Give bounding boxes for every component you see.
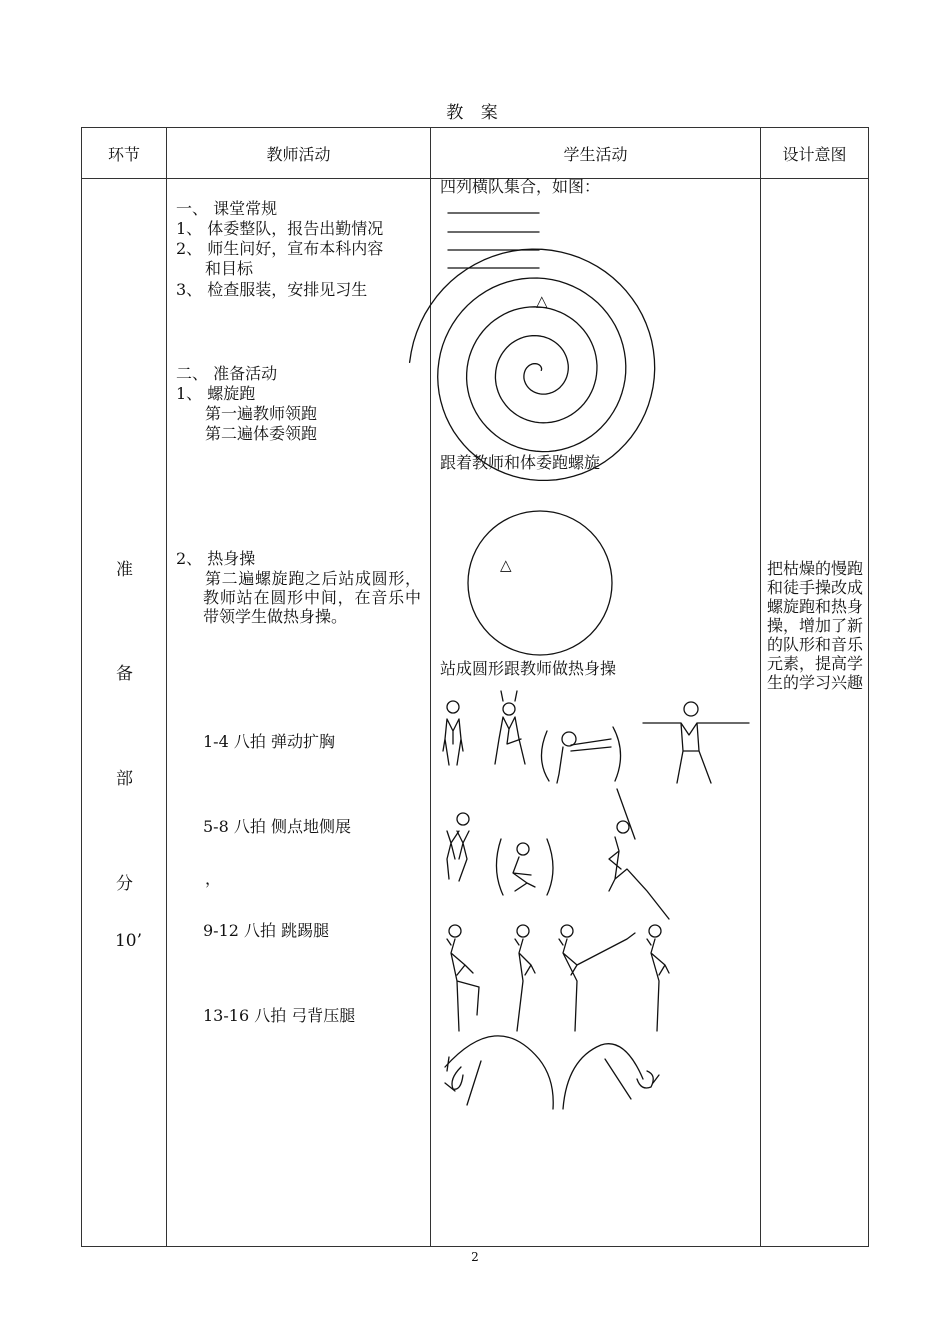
figure-3-4 bbox=[647, 925, 669, 1031]
teacher-triangle-spiral: △ bbox=[536, 292, 548, 310]
warmup-item-spiral: 1、 螺旋跑 bbox=[176, 384, 256, 403]
document-title: 教 案 bbox=[446, 103, 504, 123]
figure-3-2 bbox=[515, 925, 535, 1031]
page-number: 2 bbox=[471, 1250, 479, 1264]
warmup-item-exercise: 2、 热身操 bbox=[176, 549, 256, 568]
routine-item-1: 1、 体委整队，报告出勤情况 bbox=[176, 219, 384, 238]
figure-4-2 bbox=[563, 1044, 659, 1109]
table-header-row bbox=[82, 128, 869, 179]
figure-3-1 bbox=[447, 925, 479, 1031]
design-intent-cell bbox=[761, 179, 869, 1247]
move-1: 1-4 八拍 弹动扩胸 bbox=[203, 732, 335, 751]
student-activity-cell bbox=[431, 179, 761, 1247]
table-row-preparation bbox=[82, 179, 869, 1247]
spiral-line-2: 第二遍体委领跑 bbox=[205, 424, 318, 443]
stage-char-1: 准 bbox=[116, 560, 133, 580]
figure-1-4 bbox=[643, 702, 749, 783]
teacher-activity-cell bbox=[167, 179, 431, 1247]
figure-1-3 bbox=[541, 727, 620, 783]
section-routine-title: 一、 课堂常规 bbox=[176, 199, 278, 218]
teacher-triangle-circle: △ bbox=[500, 556, 512, 574]
formation-caption: 四列横队集合，如图： bbox=[440, 177, 601, 196]
header-teacher-activity: 教师活动 bbox=[167, 128, 431, 179]
figure-2-2 bbox=[496, 839, 553, 895]
spiral-caption: 跟着教师和体委跑螺旋 bbox=[440, 453, 601, 472]
routine-item-2: 2、 师生问好，宣布本科内容 bbox=[176, 239, 384, 258]
section-warmup-title: 二、 准备活动 bbox=[176, 364, 278, 383]
stage-char-4: 分 bbox=[116, 874, 133, 894]
spiral-line-1: 第一遍教师领跑 bbox=[205, 404, 318, 423]
move-2-comma: ， bbox=[205, 869, 222, 888]
stage-char-3: 部 bbox=[116, 769, 133, 789]
stage-char-2: 备 bbox=[116, 664, 133, 684]
header-student-activity: 学生活动 bbox=[431, 128, 761, 179]
exercise-description: 第二遍螺旋跑之后站成圆形，教师站在圆形中间，在音乐中带领学生做热身操。 bbox=[203, 569, 421, 626]
warmup-figures-illustration bbox=[431, 179, 761, 1246]
header-design-intent: 设计意图 bbox=[761, 128, 869, 179]
figure-3-3 bbox=[559, 925, 635, 1031]
design-intent-text: 把枯燥的慢跑和徒手操改成螺旋跑和热身操，增加了新的队形和音乐元素，提高学生的学习兴趣 bbox=[767, 559, 864, 692]
figure-4-1 bbox=[445, 1036, 553, 1109]
figure-2-3 bbox=[609, 789, 669, 919]
header-stage: 环节 bbox=[82, 128, 167, 179]
figure-2-1 bbox=[447, 813, 469, 881]
figure-1-1 bbox=[443, 701, 463, 765]
routine-item-2-cont: 和目标 bbox=[205, 259, 254, 278]
stage-cell bbox=[82, 179, 167, 1247]
routine-item-3: 3、 检查服装，安排见习生 bbox=[176, 280, 368, 299]
figure-1-2 bbox=[495, 691, 525, 764]
move-2: 5-8 八拍 侧点地侧展 bbox=[203, 817, 351, 836]
stage-time: 10’ bbox=[114, 931, 143, 951]
move-3: 9-12 八拍 跳踢腿 bbox=[203, 921, 330, 940]
move-4: 13-16 八拍 弓背压腿 bbox=[203, 1006, 356, 1025]
circle-caption: 站成圆形跟教师做热身操 bbox=[440, 659, 617, 678]
lesson-plan-table bbox=[81, 127, 869, 1247]
